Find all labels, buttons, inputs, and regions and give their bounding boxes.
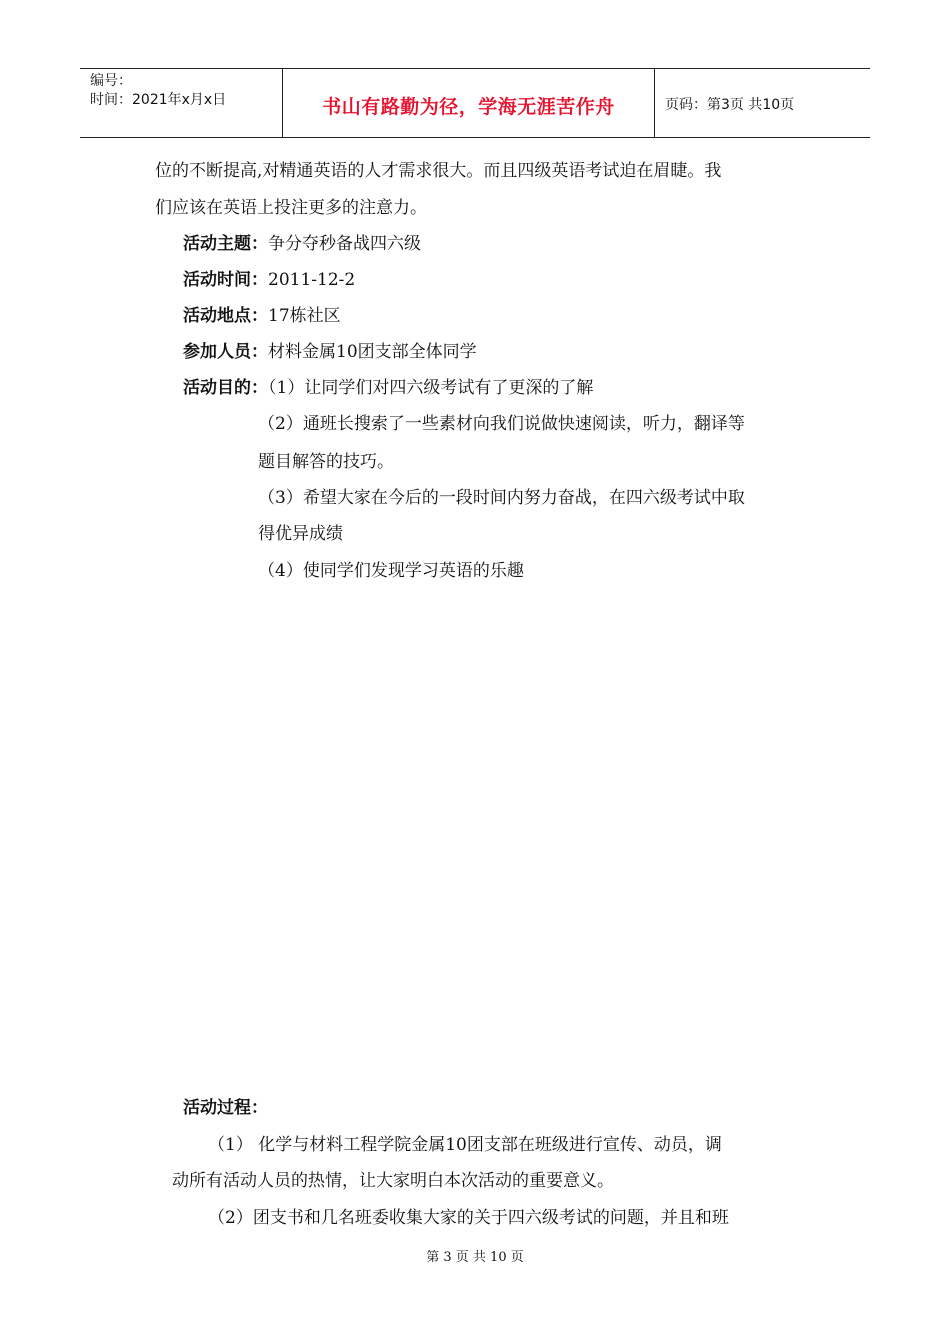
goal-1: （1）让同学们对四六级考试有了更深的了解	[268, 378, 594, 398]
time-label: 活动时间：	[183, 270, 268, 290]
goal-4: （4）使同学们发现学习英语的乐趣	[258, 561, 524, 581]
goal-3-line-2: 得优异成绩	[258, 524, 343, 544]
process-1-line-2: 动所有活动人员的热情，让大家明白本次活动的重要意义。	[172, 1171, 614, 1191]
goal-2-line-2: 题目解答的技巧。	[258, 452, 394, 472]
motto-text: 书山有路勤为径，学海无涯苦作舟	[322, 95, 615, 118]
time-row	[183, 268, 355, 292]
code-label: 编号：	[90, 73, 132, 89]
process-1-line-1: （1） 化学与材料工程学院金属10团支部在班级进行宣传、动员，调	[208, 1135, 722, 1155]
theme-value: 争分夺秒备战四六级	[268, 234, 421, 254]
header-page-cell	[655, 69, 870, 137]
date-line: 时间：2021年x月x日	[90, 92, 227, 108]
process-2-line-1: （2）团支书和几名班委收集大家的关于四六级考试的问题，并且和班	[208, 1208, 729, 1228]
page-footer: 第 3 页 共 10 页	[426, 1250, 524, 1265]
page-header	[80, 68, 870, 138]
theme-label: 活动主题：	[183, 234, 268, 254]
goal-2-line-1: （2）通班长搜索了一些素材向我们说做快速阅读，听力，翻译等	[258, 414, 745, 434]
place-value: 17栋社区	[268, 306, 341, 326]
people-label: 参加人员：	[183, 342, 268, 362]
people-row	[183, 340, 477, 364]
time-value: 2011-12-2	[268, 270, 356, 290]
place-row	[183, 304, 341, 328]
intro-line-1: 位的不断提高,对精通英语的人才需求很大。而且四级英语考试迫在眉睫。我	[155, 161, 722, 181]
header-motto-cell	[283, 69, 655, 137]
intro-line-2: 们应该在英语上投注更多的注意力。	[155, 198, 427, 218]
people-value: 材料金属10团支部全体同学	[268, 342, 477, 362]
place-label: 活动地点：	[183, 306, 268, 326]
process-label: 活动过程：	[183, 1098, 268, 1118]
theme-row	[183, 232, 421, 256]
header-meta-cell	[80, 69, 283, 137]
goal-label: 活动目的：	[183, 378, 268, 398]
page-info: 页码：第3页 共10页	[665, 97, 795, 113]
goal-3-line-1: （3）希望大家在今后的一段时间内努力奋战，在四六级考试中取	[258, 488, 745, 508]
goal-row	[183, 376, 593, 400]
